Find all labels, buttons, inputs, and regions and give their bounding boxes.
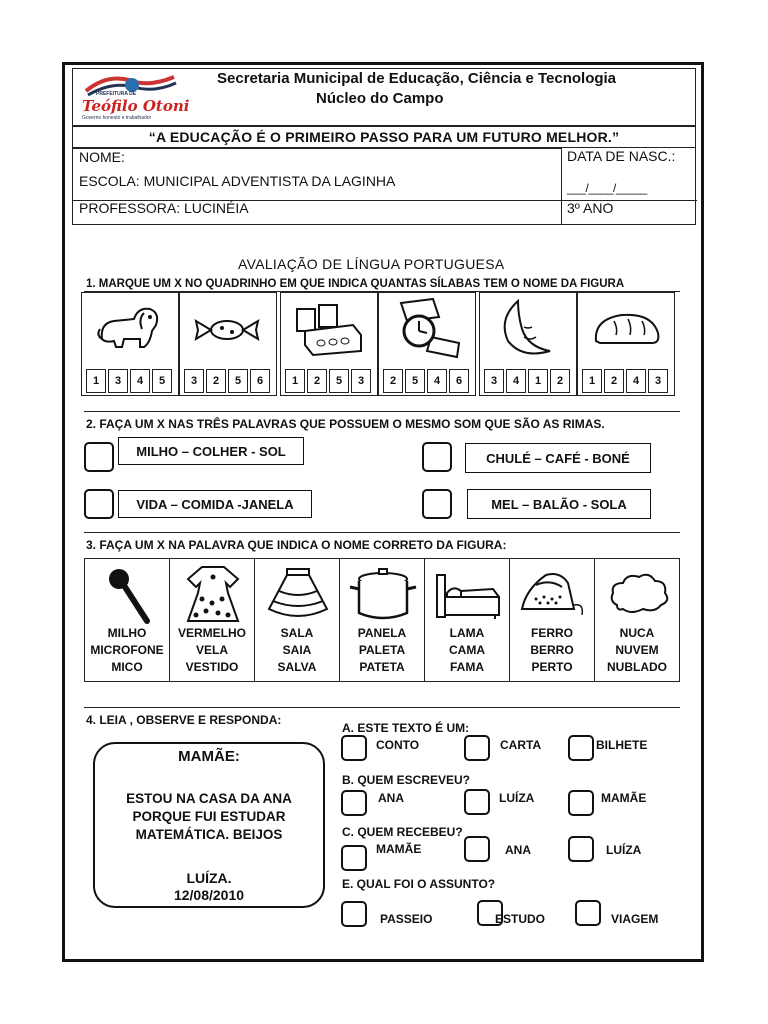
moon-icon — [494, 297, 564, 359]
syllable-option[interactable]: 4 — [506, 369, 526, 393]
word-option[interactable]: MILHO — [107, 626, 147, 640]
syllable-option[interactable]: 4 — [427, 369, 447, 393]
q3-rule — [84, 532, 680, 533]
q2-prompt: 2. FAÇA UM X NAS TRÊS PALAVRAS QUE POSSUEM O MESMO SOM QUE SÃO AS RIMAS. — [86, 417, 605, 431]
note-signature: LUÍZA. — [186, 870, 232, 886]
syllable-option[interactable]: 2 — [206, 369, 226, 393]
q4b-option-1-checkbox[interactable] — [341, 790, 367, 816]
q4c-option-1: MAMÃE — [376, 842, 422, 856]
microphone-icon — [103, 565, 153, 625]
q4c-option-3-checkbox[interactable] — [568, 836, 594, 862]
note-date: 12/08/2010 — [173, 887, 245, 903]
syllable-option[interactable]: 2 — [307, 369, 327, 393]
prefeitura-logo — [78, 71, 190, 123]
q4b-label: B. QUEM ESCREVEU? — [342, 773, 471, 787]
q1-options-6 — [582, 369, 670, 395]
q4b-option-3: MAMÃE — [601, 791, 647, 805]
word-option[interactable]: PANELA — [357, 626, 407, 640]
syllable-option[interactable]: 6 — [250, 369, 270, 393]
q4e-option-3-checkbox[interactable] — [575, 900, 601, 926]
q3-item-2 — [169, 558, 255, 682]
word-option[interactable]: SALA — [280, 626, 314, 640]
q1-item-2 — [179, 292, 277, 396]
syllable-option[interactable]: 3 — [484, 369, 504, 393]
rhyme-checkbox-3[interactable] — [84, 489, 114, 519]
logo-slogan: Governo honesto e trabalhador — [82, 115, 152, 121]
iron-icon — [516, 569, 588, 619]
professora-field: PROFESSORA: LUCINÉIA — [79, 200, 249, 216]
escola-field: ESCOLA: MUNICIPAL ADVENTISTA DA LAGINHA — [79, 173, 396, 189]
word-option[interactable]: BERRO — [530, 643, 574, 657]
q3-item-5 — [424, 558, 510, 682]
word-option[interactable]: PERTO — [531, 660, 573, 674]
motto: “A EDUCAÇÃO É O PRIMEIRO PASSO PARA UM FUTURO MELHOR.” — [72, 126, 696, 148]
syllable-option[interactable]: 2 — [550, 369, 570, 393]
q1-item-5 — [479, 292, 577, 396]
q4c-option-3: LUÍZA — [606, 843, 642, 857]
q3-prompt: 3. FAÇA UM X NA PALAVRA QUE INDICA O NOME CORRETO DA FIGURA: — [86, 538, 507, 552]
q4e-option-1: PASSEIO — [380, 912, 433, 926]
word-option[interactable]: SAIA — [282, 643, 312, 657]
rhyme-group-1: MILHO – COLHER - SOL — [118, 437, 304, 465]
q4c-label: C. QUEM RECEBEU? — [342, 825, 463, 839]
syllable-option[interactable]: 4 — [626, 369, 646, 393]
syllable-option[interactable]: 3 — [351, 369, 371, 393]
q4c-option-2: ANA — [505, 843, 531, 857]
word-option[interactable]: MICROFONE — [90, 643, 164, 657]
q4c-option-1-checkbox[interactable] — [341, 845, 367, 871]
nome-field[interactable]: NOME: — [79, 149, 125, 165]
word-option[interactable]: CAMA — [449, 643, 485, 657]
syllable-option[interactable]: 1 — [86, 369, 106, 393]
note-body — [95, 790, 323, 844]
q4a-option-2: CARTA — [500, 738, 542, 752]
note-line: ESTOU NA CASA DA ANA — [126, 791, 292, 806]
word-option[interactable]: NUCA — [619, 626, 655, 640]
cloud-icon — [607, 571, 671, 615]
word-option[interactable]: VELA — [195, 643, 228, 657]
q1-item-3 — [280, 292, 378, 396]
ano-field: 3º ANO — [567, 200, 614, 216]
syllable-option[interactable]: 5 — [152, 369, 172, 393]
rhyme-checkbox-4[interactable] — [422, 489, 452, 519]
bread-icon — [592, 311, 662, 347]
syllable-option[interactable]: 3 — [648, 369, 668, 393]
word-option[interactable]: MICO — [111, 660, 143, 674]
q4b-option-2: LUÍZA — [499, 791, 535, 805]
q4b-option-3-checkbox[interactable] — [568, 790, 594, 816]
skirt-icon — [265, 567, 331, 621]
syllable-option[interactable]: 5 — [405, 369, 425, 393]
q1-options-5 — [484, 369, 572, 395]
q4b-option-2-checkbox[interactable] — [464, 789, 490, 815]
note-line: MATEMÁTICA. BEIJOS — [135, 827, 283, 842]
syllable-option[interactable]: 1 — [285, 369, 305, 393]
q1-options-1 — [86, 369, 174, 395]
note-greeting: MAMÃE: — [178, 748, 240, 765]
dog-icon — [94, 299, 164, 355]
word-option[interactable]: NUVEM — [615, 643, 659, 657]
q4e-option-1-checkbox[interactable] — [341, 901, 367, 927]
syllable-option[interactable]: 5 — [329, 369, 349, 393]
syllable-option[interactable]: 2 — [383, 369, 403, 393]
syllable-option[interactable]: 5 — [228, 369, 248, 393]
q3-item-3 — [254, 558, 340, 682]
word-option[interactable]: FAMA — [450, 660, 484, 674]
q4a-option-3-checkbox[interactable] — [568, 735, 594, 761]
q4-rule — [84, 707, 680, 708]
logo-top-text: PREFEITURA DE — [96, 91, 137, 97]
syllable-option[interactable]: 1 — [528, 369, 548, 393]
data-nasc-blank[interactable]: ___/____/_____ — [567, 181, 647, 195]
word-option[interactable]: PATETA — [359, 660, 405, 674]
syllable-option[interactable]: 4 — [130, 369, 150, 393]
nucleo-title: Núcleo do Campo — [316, 90, 444, 107]
watch-icon — [387, 297, 467, 359]
note-card — [93, 742, 325, 908]
dress-icon — [182, 563, 244, 625]
word-option[interactable]: SALVA — [277, 660, 317, 674]
rhyme-group-2: CHULÉ – CAFÉ - BONÉ — [465, 443, 651, 473]
q4c-option-2-checkbox[interactable] — [464, 836, 490, 862]
q4a-option-2-checkbox[interactable] — [464, 735, 490, 761]
q1-item-6 — [577, 292, 675, 396]
q4e-label: E. QUAL FOI O ASSUNTO? — [342, 877, 496, 891]
q3-item-7 — [594, 558, 680, 682]
bed-icon — [433, 571, 503, 621]
q1-options-2 — [184, 369, 272, 395]
logo-name: Teófilo Otoni — [82, 97, 190, 115]
syllable-option[interactable]: 1 — [582, 369, 602, 393]
word-option[interactable]: LAMA — [449, 626, 485, 640]
syllable-option[interactable]: 2 — [604, 369, 624, 393]
pot-icon — [348, 567, 418, 623]
q3-item-1 — [84, 558, 170, 682]
note-line: PORQUE FUI ESTUDAR — [132, 809, 286, 824]
q4-prompt: 4. LEIA , OBSERVE E RESPONDA: — [86, 713, 282, 727]
q1-options-3 — [285, 369, 373, 395]
q3-item-4 — [339, 558, 425, 682]
q4e-option-2: ESTUDO — [495, 912, 546, 926]
q1-item-1 — [81, 292, 179, 396]
candy-icon — [192, 315, 262, 345]
q4e-option-3: VIAGEM — [611, 912, 659, 926]
q4b-option-1: ANA — [378, 791, 404, 805]
word-option[interactable]: PALETA — [358, 643, 406, 657]
rhyme-checkbox-1[interactable] — [84, 442, 114, 472]
word-option[interactable]: FERRO — [531, 626, 573, 640]
q2-rule — [84, 411, 680, 412]
word-option[interactable]: VERMELHO — [177, 626, 246, 640]
q1-prompt: 1. MARQUE UM X NO QUADRINHO EM QUE INDICA QUANTAS SÍLABAS TEM O NOME DA FIGURA — [86, 278, 625, 290]
q4a-option-1: CONTO — [376, 738, 420, 752]
q4a-label: A. ESTE TEXTO É UM: — [342, 721, 470, 735]
q4a-option-1-checkbox[interactable] — [341, 735, 367, 761]
syllable-option[interactable]: 3 — [184, 369, 204, 393]
q3-item-6 — [509, 558, 595, 682]
word-option[interactable]: NUBLADO — [607, 660, 667, 674]
q1-options-4 — [383, 369, 471, 395]
rhyme-group-3: VIDA – COMIDA -JANELA — [118, 490, 312, 518]
exam-title: AVALIAÇÃO DE LÍNGUA PORTUGUESA — [238, 256, 505, 272]
student-info-table — [72, 147, 696, 225]
data-nasc-label: DATA DE NASC.: — [567, 148, 676, 164]
bricks-icon — [291, 301, 367, 357]
word-option[interactable]: VESTIDO — [185, 660, 239, 674]
q1-item-4 — [378, 292, 476, 396]
syllable-option[interactable]: 6 — [449, 369, 469, 393]
secretaria-title: Secretaria Municipal de Educação, Ciência e Tecnologia — [217, 70, 617, 87]
q4a-option-3: BILHETE — [596, 738, 648, 752]
rhyme-checkbox-2[interactable] — [422, 442, 452, 472]
rhyme-group-4: MEL – BALÃO - SOLA — [467, 489, 651, 519]
syllable-option[interactable]: 3 — [108, 369, 128, 393]
